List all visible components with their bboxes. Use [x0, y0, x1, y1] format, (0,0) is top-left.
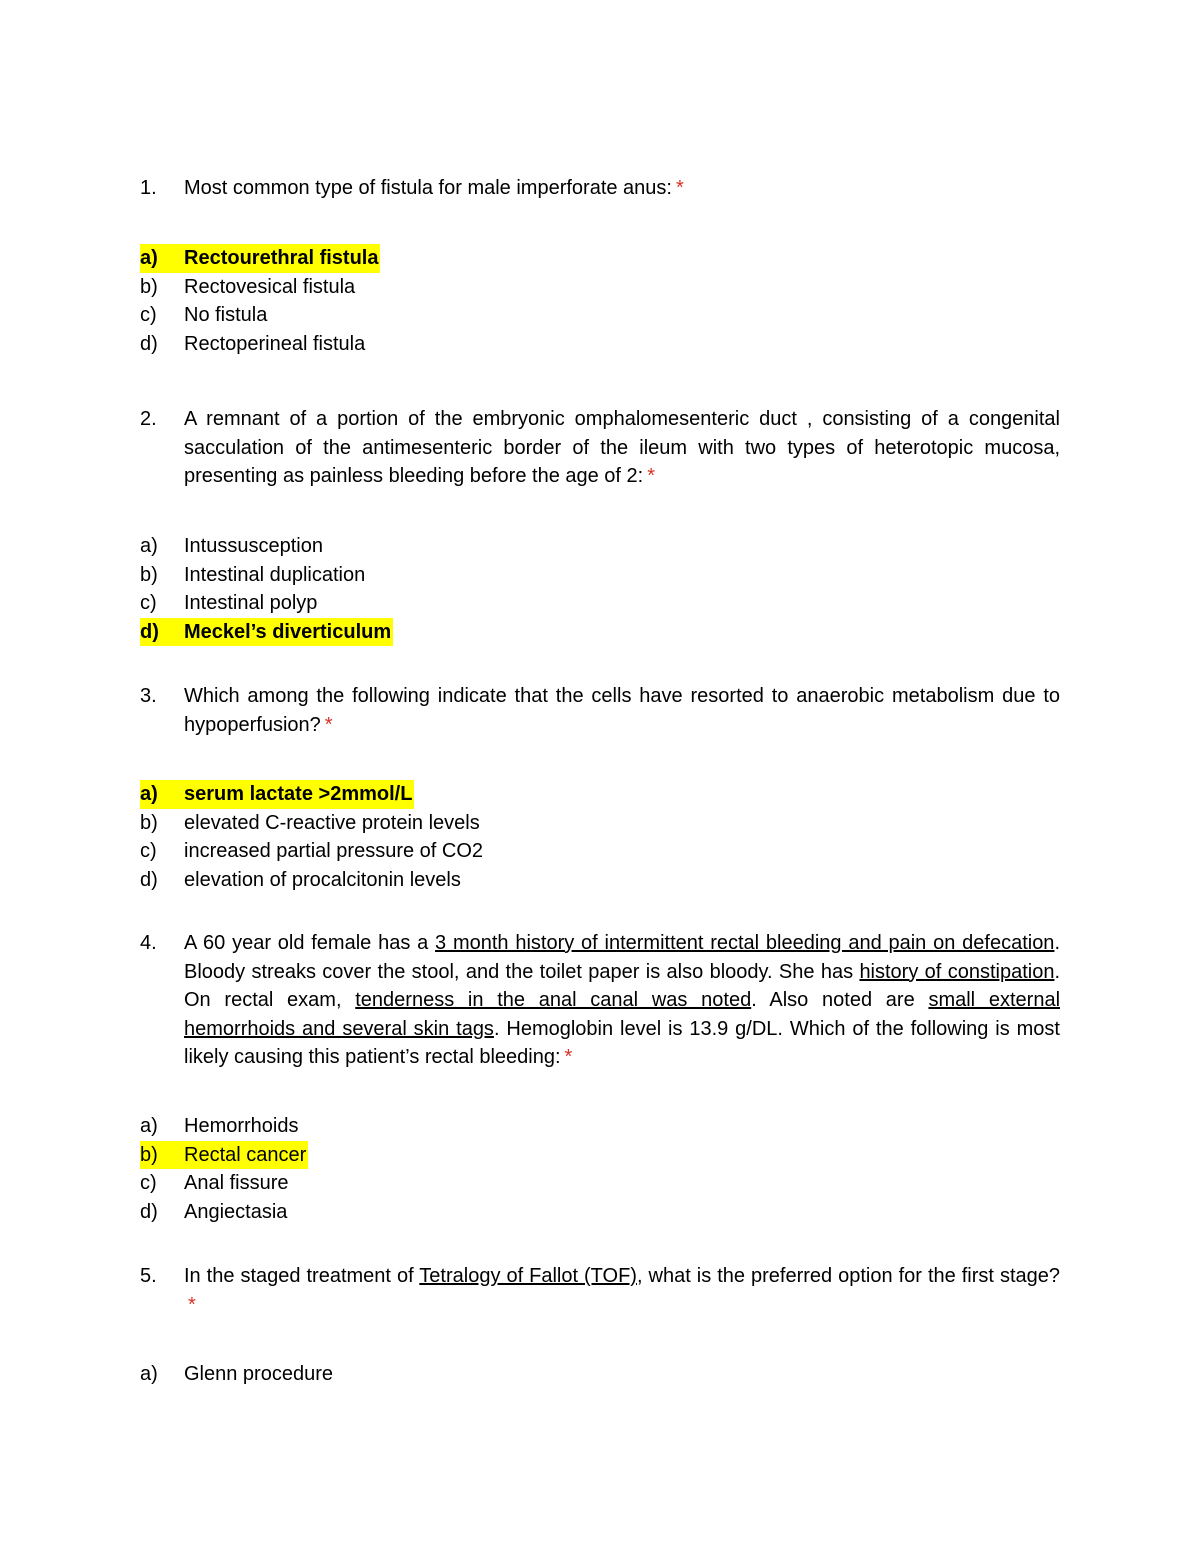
answer-highlight: a) serum lactate >2mmol/L [140, 780, 414, 809]
options-list-1 [140, 244, 1060, 358]
question-3 [140, 682, 1060, 739]
question-number: 4. [140, 932, 157, 954]
option-5a: a) Glenn procedure [140, 1363, 333, 1385]
option-3d: d) elevation of procalcitonin levels [140, 868, 461, 891]
required-asterisk: * [188, 1293, 196, 1316]
question-number: 1. [140, 177, 157, 199]
required-asterisk: * [647, 465, 656, 488]
question-number: 3. [140, 685, 157, 707]
question-text: A 60 year old female has a 3 month history of intermittent rectal bleeding and pain on defecation. Bloody streaks cover the stool, and the toilet paper is also bloody. She has history of constipation. On rectal exam, tenderness in the anal canal was noted. Also noted are small external hemorrhoids and several skin tags. Hemoglobin level is 13.9 g/DL. Which of the following is most likely causing this patient’s rectal bleeding: * [184, 932, 1061, 1069]
option-1c: c) No fistula [140, 304, 268, 327]
question-text: Which among the following indicate that the cells have resorted to anaerobic metabolism due to hypoperfusion? * [184, 685, 1060, 736]
option-2b: b) Intestinal duplication [140, 563, 366, 586]
question-4 [140, 929, 1060, 1072]
answer-highlight: a) Rectourethral fistula [140, 244, 380, 273]
options-list-4 [140, 1112, 1060, 1226]
question-1 [140, 174, 1060, 203]
question-2 [140, 405, 1060, 491]
option-1a [140, 244, 1060, 273]
option-4d: d) Angiectasia [140, 1200, 288, 1223]
question-text: In the staged treatment of Tetralogy of Fallot (TOF), what is the preferred option for the first stage?* [184, 1265, 1060, 1316]
question-5 [140, 1262, 1060, 1319]
required-asterisk: * [324, 713, 333, 736]
question-number: 5. [140, 1265, 157, 1287]
answer-highlight: b) Rectal cancer [140, 1141, 308, 1170]
question-text: Most common type of fistula for male imperforate anus: * [184, 177, 684, 199]
options-list-5 [140, 1360, 1060, 1389]
options-list-2 [140, 532, 1060, 646]
option-2a: a) Intussusception [140, 535, 323, 557]
option-1d: d) Rectoperineal fistula [140, 332, 366, 355]
option-1b: b) Rectovesical fistula [140, 275, 356, 298]
option-4b [140, 1141, 1060, 1170]
option-3a [140, 780, 1060, 809]
options-list-3 [140, 780, 1060, 894]
required-asterisk: * [564, 1046, 573, 1069]
option-4c: c) Anal fissure [140, 1172, 289, 1195]
question-text: A remnant of a portion of the embryonic omphalomesenteric duct , consisting of a congenital sacculation of the antimesenteric border of the ileum with two types of heterotopic mucosa, presenting as painless bleeding before the age of 2: * [184, 408, 1060, 488]
option-2c: c) Intestinal polyp [140, 592, 318, 615]
answer-highlight: d) Meckel’s diverticulum [140, 618, 393, 647]
required-asterisk: * [675, 177, 684, 199]
option-3c: c) increased partial pressure of CO2 [140, 840, 484, 863]
option-4a: a) Hemorrhoids [140, 1115, 299, 1137]
option-2d [140, 618, 1060, 647]
option-3b: b) elevated C-reactive protein levels [140, 811, 480, 834]
question-number: 2. [140, 408, 157, 430]
